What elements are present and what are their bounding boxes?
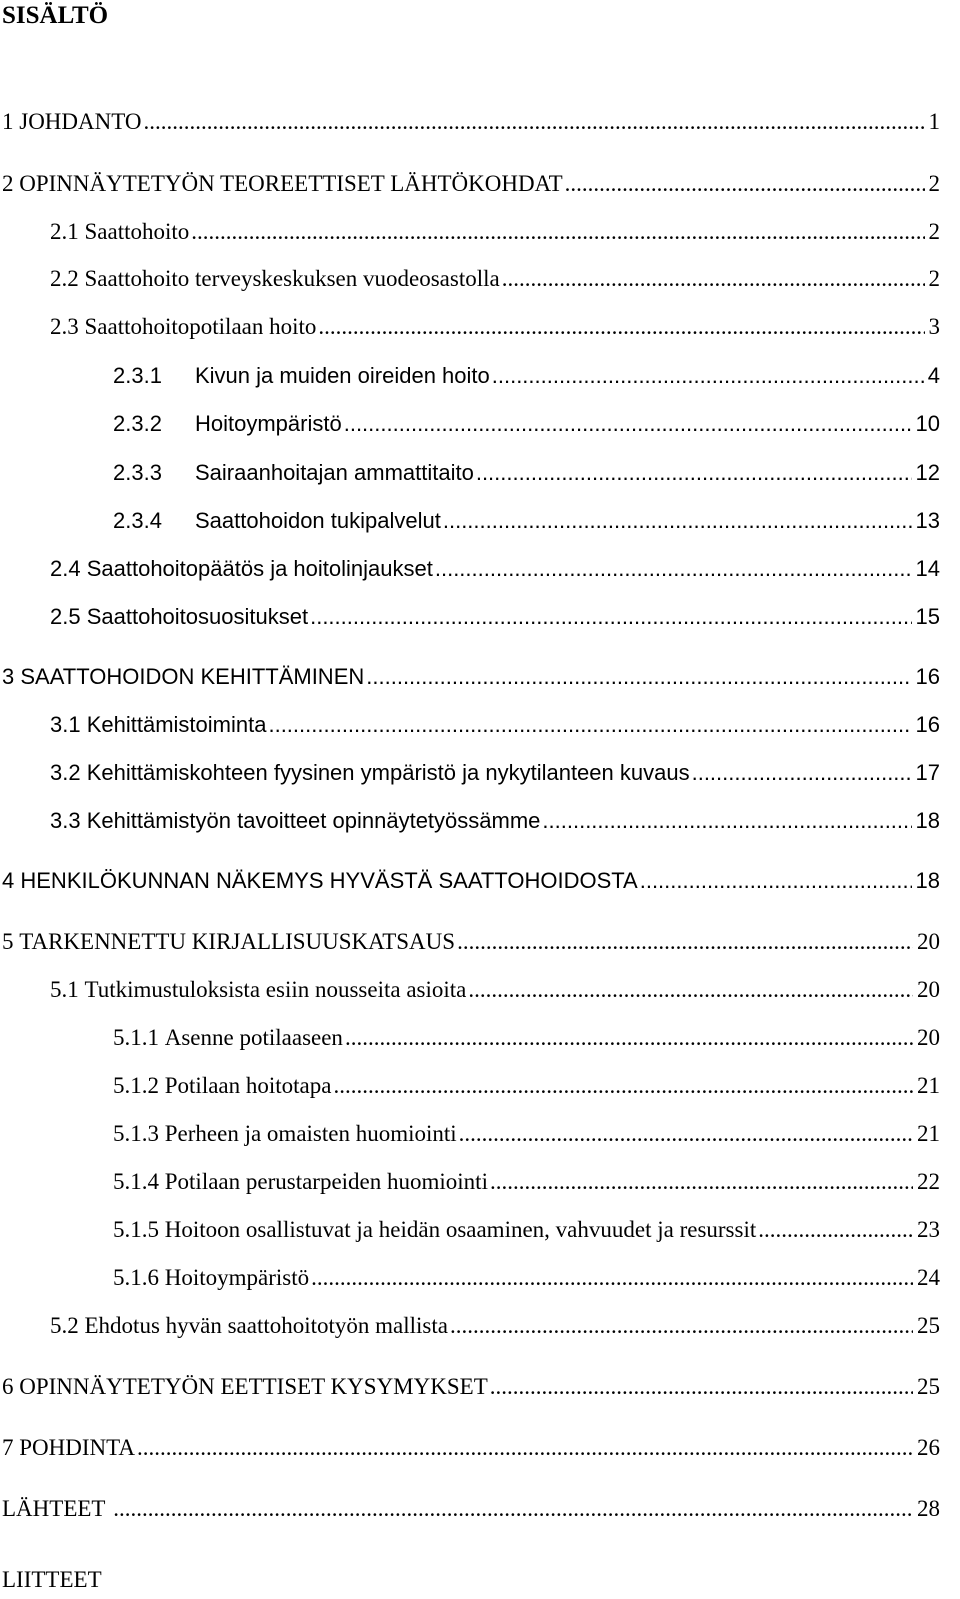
dot-leader: [443, 507, 912, 535]
toc-page-number: 10: [915, 411, 940, 436]
toc-number: 2.3.4: [113, 508, 162, 533]
toc-number: 2: [2, 171, 14, 196]
dot-leader: [144, 108, 925, 136]
dot-leader: [758, 1216, 913, 1244]
toc-number: 5.2: [50, 1313, 79, 1338]
toc-page-number: 20: [917, 1025, 940, 1050]
toc-title: Saattohoidon tukipalvelut: [195, 508, 441, 533]
toc-entry-5-1-5[interactable]: [113, 1216, 940, 1244]
toc-title: Kehittämistoiminta: [86, 712, 267, 737]
toc-entry-2-4[interactable]: [50, 555, 940, 583]
dot-leader: [345, 1024, 913, 1052]
toc-entry-5-1-2[interactable]: [113, 1072, 940, 1100]
dot-leader: [435, 555, 912, 583]
dot-leader: [457, 928, 913, 956]
toc-page-number: 14: [915, 556, 940, 581]
dot-leader: [311, 1264, 913, 1292]
toc-page-number: 20: [917, 977, 940, 1002]
toc-entry-2-3[interactable]: [50, 313, 940, 341]
toc-number: 5.1.2: [113, 1073, 159, 1098]
dot-leader: [318, 313, 924, 341]
dot-leader: [333, 1072, 913, 1100]
dot-leader: [492, 362, 924, 390]
toc-title: Hoitoympäristö: [164, 1265, 310, 1290]
toc-title: Saattohoitopäätös ja hoitolinjaukset: [86, 556, 433, 581]
dot-leader: [542, 807, 911, 835]
toc-title: OPINNÄYTETYÖN TEOREETTISET LÄHTÖKOHDAT: [19, 171, 563, 196]
toc-page-number: 28: [917, 1496, 940, 1521]
toc-entry-6[interactable]: [2, 1373, 940, 1401]
toc-entry-5-1-3[interactable]: [113, 1120, 940, 1148]
toc-title: Tutkimustuloksista esiin nousseita asioita: [84, 977, 467, 1002]
toc-title: Hoitoon osallistuvat ja heidän osaaminen, vahvuudet ja resurssit: [164, 1217, 757, 1242]
dot-leader: [113, 1495, 913, 1523]
dot-leader: [476, 459, 912, 487]
toc-title: Ehdotus hyvän saattohoitotyön mallista: [84, 1313, 448, 1338]
toc-title: Saattohoitosuositukset: [86, 604, 309, 629]
toc-title: HENKILÖKUNNAN NÄKEMYS HYVÄSTÄ SAATTOHOIDOSTA: [20, 868, 638, 893]
toc-entry-liitteet[interactable]: LIITTEET: [2, 1567, 102, 1592]
toc-title: Hoitoympäristö: [195, 411, 342, 436]
toc-number: 3.2: [50, 760, 81, 785]
toc-title: Perheen ja omaisten huomiointi: [164, 1121, 457, 1146]
toc-title: Potilaan hoitotapa: [164, 1073, 332, 1098]
toc-entry-4[interactable]: [2, 867, 940, 895]
toc-page-number: 23: [917, 1217, 940, 1242]
toc-number: 2.4: [50, 556, 81, 581]
toc-number: 5.1: [50, 977, 79, 1002]
toc-entry-5-2[interactable]: [50, 1312, 940, 1340]
toc-page-number: 16: [915, 664, 940, 689]
dot-leader: [468, 976, 913, 1004]
toc-page-number: 25: [917, 1374, 940, 1399]
toc-page-number: 15: [915, 604, 940, 629]
toc-page-number: 2: [928, 171, 940, 196]
toc-entry-3[interactable]: [2, 663, 940, 691]
toc-title: OPINNÄYTETYÖN EETTISET KYSYMYKSET: [19, 1374, 488, 1399]
dot-leader: [137, 1434, 913, 1462]
toc-number: 6: [2, 1374, 14, 1399]
toc-title: Saattohoito terveyskeskuksen vuodeosastolla: [84, 266, 500, 291]
toc-number: 2.2: [50, 266, 79, 291]
dot-leader: [490, 1373, 913, 1401]
toc-page-number: 4: [927, 363, 940, 388]
toc-page-number: 2: [928, 266, 940, 291]
toc-page-number: 20: [917, 929, 940, 954]
toc-page-number: 22: [917, 1169, 940, 1194]
toc-number: 2.3.2: [113, 411, 162, 436]
toc-entry-2-5[interactable]: [50, 603, 940, 631]
toc-number: 2.1: [50, 219, 79, 244]
toc-title: Kivun ja muiden oireiden hoito: [195, 363, 490, 388]
toc-entry-5-1-4[interactable]: [113, 1168, 940, 1196]
toc-page-number: 21: [917, 1121, 940, 1146]
toc-title: Saattohoito: [84, 219, 190, 244]
toc-entry-5-1-1[interactable]: [113, 1024, 940, 1052]
toc-entry-lahteet[interactable]: [2, 1495, 940, 1523]
toc-entry-2-3-2[interactable]: [113, 410, 940, 438]
toc-page-number: 18: [915, 868, 940, 893]
toc-entry-3-3[interactable]: [50, 807, 940, 835]
toc-page-number: 25: [917, 1313, 940, 1338]
toc-number: 5.1.1: [113, 1025, 159, 1050]
toc-title: Saattohoitopotilaan hoito: [84, 314, 317, 339]
toc-page-number: 2: [928, 219, 940, 244]
toc-entry-3-2[interactable]: [50, 759, 940, 787]
dot-leader: [191, 218, 924, 246]
toc-title: SAATTOHOIDON KEHITTÄMINEN: [20, 664, 365, 689]
toc-title: Sairaanhoitajan ammattitaito: [195, 460, 474, 485]
toc-number: 5: [2, 929, 14, 954]
toc-page-number: 26: [917, 1435, 940, 1460]
toc-entry-2[interactable]: [2, 170, 940, 198]
toc-title: TARKENNETTU KIRJALLISUUSKATSAUS: [19, 929, 456, 954]
toc-page-number: 16: [915, 712, 940, 737]
toc-title: Kehittämistyön tavoitteet opinnäytetyössämme: [86, 808, 541, 833]
toc-entry-2-1[interactable]: [50, 218, 940, 246]
toc-number: 5.1.5: [113, 1217, 159, 1242]
dot-leader: [459, 1120, 913, 1148]
toc-entry-5[interactable]: [2, 928, 940, 956]
toc-number: 2.5: [50, 604, 81, 629]
toc-page-number: 17: [915, 760, 940, 785]
toc-title: Potilaan perustarpeiden huomiointi: [164, 1169, 488, 1194]
dot-leader: [565, 170, 925, 198]
dot-leader: [640, 867, 912, 895]
toc-entry-2-3-1[interactable]: [113, 362, 940, 390]
toc-entry-5-1[interactable]: [50, 976, 940, 1004]
toc-title: JOHDANTO: [19, 109, 142, 134]
toc-entry-1[interactable]: [2, 108, 940, 136]
toc-title: Kehittämiskohteen fyysinen ympäristö ja nykytilanteen kuvaus: [86, 760, 690, 785]
dot-leader: [366, 663, 911, 691]
toc-number: 5.1.3: [113, 1121, 159, 1146]
toc-number: 4: [2, 868, 15, 893]
toc-entry-5-1-6[interactable]: [113, 1264, 940, 1292]
toc-entry-2-3-3[interactable]: [113, 459, 940, 487]
toc-number: 2.3: [50, 314, 79, 339]
toc-page-number: 24: [917, 1265, 940, 1290]
toc-title: Asenne potilaaseen: [164, 1025, 343, 1050]
dot-leader: [344, 410, 912, 438]
dot-leader: [490, 1168, 913, 1196]
dot-leader: [310, 603, 911, 631]
toc-number: 3.3: [50, 808, 81, 833]
dot-leader: [268, 711, 911, 739]
toc-number: 2.3.3: [113, 460, 162, 485]
toc-title: POHDINTA: [19, 1435, 135, 1460]
toc-page-number: 3: [928, 314, 940, 339]
toc-number: 5.1.6: [113, 1265, 159, 1290]
toc-number: 2.3.1: [113, 363, 162, 388]
toc-page-number: 13: [915, 508, 940, 533]
toc-entry-2-2[interactable]: [50, 265, 940, 293]
dot-leader: [692, 759, 912, 787]
toc-number: 1: [2, 109, 14, 134]
page-title: SISÄLTÖ: [2, 2, 109, 29]
toc-page-number: 18: [915, 808, 940, 833]
toc-page-number: 1: [928, 109, 940, 134]
toc-number: 3.1: [50, 712, 81, 737]
toc-entry-7[interactable]: [2, 1434, 940, 1462]
dot-leader: [502, 265, 925, 293]
toc-page-number: 21: [917, 1073, 940, 1098]
toc-title: LÄHTEET: [2, 1496, 106, 1521]
toc-number: 3: [2, 664, 15, 689]
toc-page-number: 12: [915, 460, 940, 485]
toc-entry-3-1[interactable]: [50, 711, 940, 739]
toc-entry-2-3-4[interactable]: [113, 507, 940, 535]
dot-leader: [450, 1312, 913, 1340]
toc-number: 7: [2, 1435, 14, 1460]
toc-number: 5.1.4: [113, 1169, 159, 1194]
